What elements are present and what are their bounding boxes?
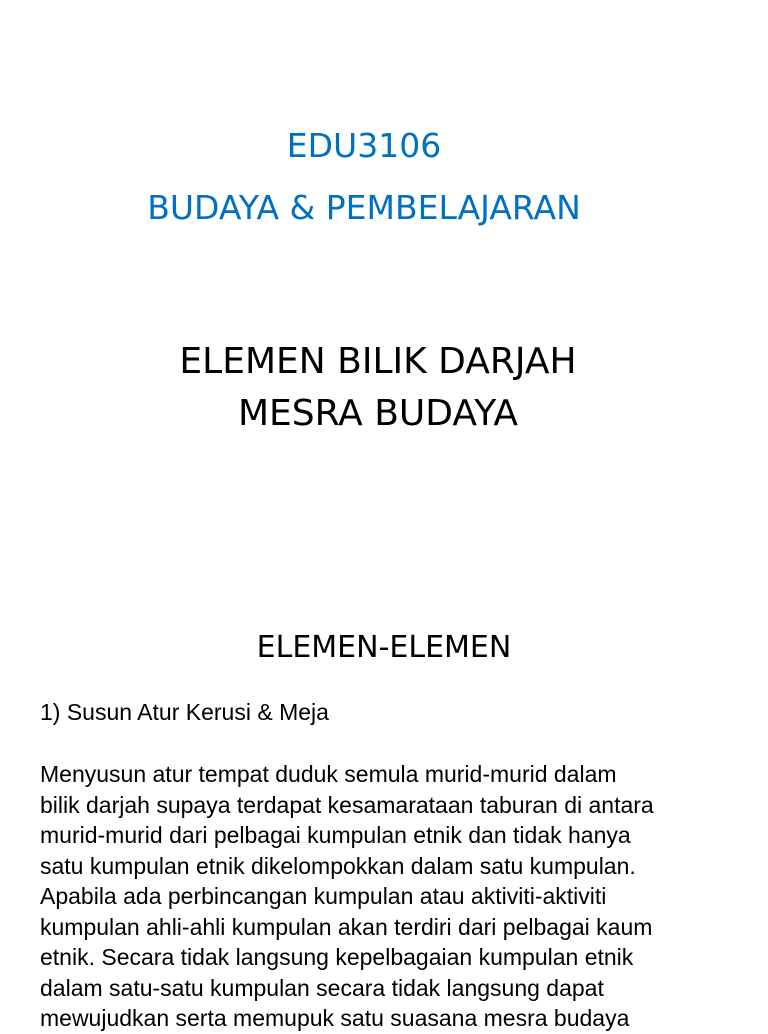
paragraph-line: Apabila ada perbincangan kumpulan atau aktiviti-aktiviti: [40, 883, 607, 909]
item-heading: 1) Susun Atur Kerusi & Meja: [40, 699, 329, 725]
paragraph-line: dalam satu-satu kumpulan secara tidak langsung dapat: [40, 974, 604, 1001]
slide-title-line: MESRA BUDAYA: [237, 393, 519, 434]
paragraph-line: kumpulan ahli-ahli kumpulan akan terdiri dari pelbagai kaum: [40, 913, 653, 940]
course-code: EDU3106: [286, 126, 442, 165]
paragraph-line: murid-murid dari pelbagai kumpulan etnik dan tidak hanya: [40, 822, 631, 848]
paragraph-line: bilik darjah supaya terdapat kesamarataan taburan di antara: [40, 791, 654, 818]
body-paragraph: [40, 759, 740, 1034]
paragraph-line: Menyusun atur tempat duduk semula murid-murid dalam: [40, 761, 617, 787]
slide-title-line: ELEMEN BILIK DARJAH: [179, 341, 577, 382]
paragraph-line: satu kumpulan etnik dikelompokkan dalam satu kumpulan.: [40, 852, 636, 879]
paragraph-line: etnik. Secara tidak langsung kepelbagaian kumpulan etnik: [40, 944, 634, 970]
paragraph-line: mewujudkan serta memupuk satu suasana mesra budaya: [40, 1005, 630, 1031]
course-title: BUDAYA & PEMBELAJARAN: [147, 188, 581, 227]
section-heading: ELEMEN-ELEMEN: [256, 630, 512, 665]
slide-title: [0, 336, 756, 440]
